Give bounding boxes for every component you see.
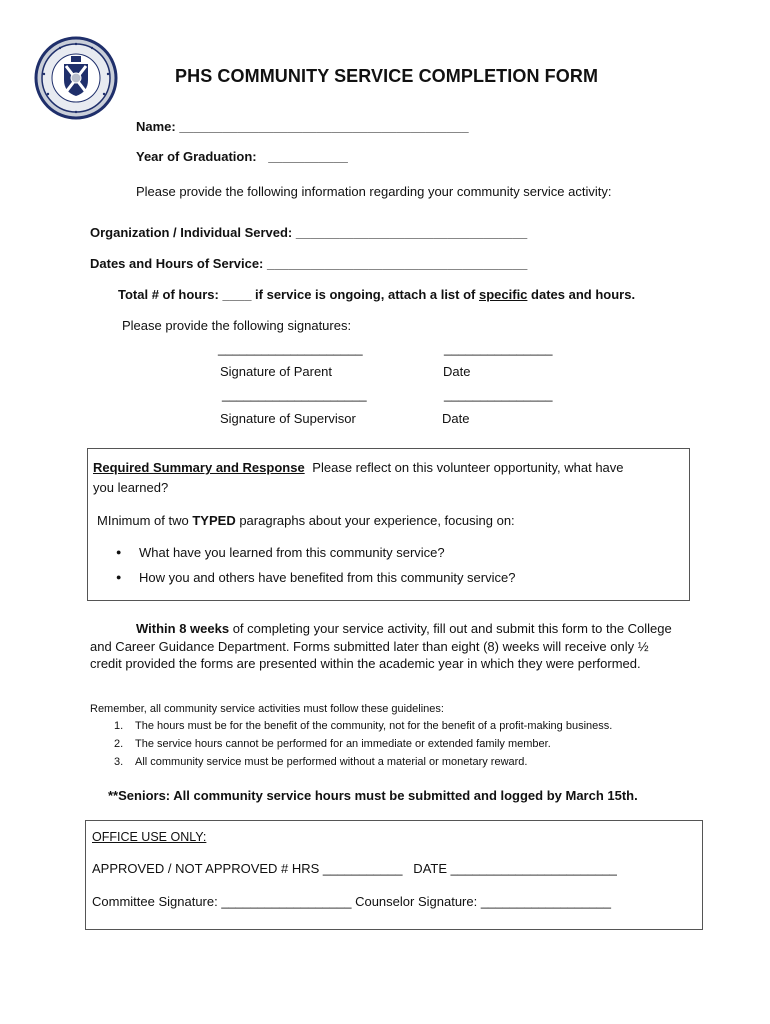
total-hours-label: Total # of hours: xyxy=(118,287,219,302)
summary-minimum-post: paragraphs about your experience, focusing on: xyxy=(235,513,515,528)
summary-prompt: Please reflect on this volunteer opportunity, what have xyxy=(312,460,624,475)
organization-line[interactable]: ________________________________ xyxy=(295,225,528,240)
info-intro: Please provide the following information regarding your community service activity: xyxy=(136,184,612,199)
list-item xyxy=(114,720,612,732)
summary-minimum-pre: MInimum of two xyxy=(97,513,193,528)
graduation-field[interactable] xyxy=(136,149,348,164)
parent-signature-line[interactable]: ____________________ xyxy=(218,341,363,356)
deadline-lead: Within 8 weeks xyxy=(136,621,230,636)
office-signatures-line[interactable]: Committee Signature: __________________ Counselor Signature: __________________ xyxy=(92,894,611,909)
supervisor-signature-line[interactable]: ____________________ xyxy=(222,387,367,402)
supervisor-date-label: Date xyxy=(442,411,470,426)
list-text: The hours must be for the benefit of the community, not for the benefit of a profit-making business. xyxy=(135,720,613,732)
organization-field[interactable] xyxy=(90,225,527,240)
school-seal-icon xyxy=(34,36,118,120)
parent-signature-label: Signature of Parent xyxy=(220,364,333,379)
school-seal-logo xyxy=(34,36,118,120)
supervisor-date-line[interactable]: _______________ xyxy=(444,387,553,402)
list-item: ● What have you learned from this community service? xyxy=(139,545,445,560)
list-number: 3. xyxy=(114,756,124,768)
name-label: Name: xyxy=(136,119,176,134)
office-approved-line[interactable]: APPROVED / NOT APPROVED # HRS ___________ DATE _______________________ xyxy=(92,861,617,876)
list-number: 2. xyxy=(114,738,124,750)
office-use-heading: OFFICE USE ONLY: xyxy=(92,830,207,844)
list-item xyxy=(114,756,527,768)
total-hours-line[interactable]: ____ xyxy=(222,287,252,302)
organization-label: Organization / Individual Served: xyxy=(90,225,293,240)
guidelines-intro: Remember, all community service activities must follow these guidelines: xyxy=(90,703,444,715)
supervisor-signature-label: Signature of Supervisor xyxy=(220,411,356,426)
parent-date-label: Date xyxy=(443,364,471,379)
name-field[interactable] xyxy=(136,119,469,134)
list-number: 1. xyxy=(114,720,124,732)
graduation-label: Year of Graduation: xyxy=(136,149,257,164)
total-hours-field[interactable] xyxy=(118,287,635,302)
list-text: All community service must be performed without a material or monetary reward. xyxy=(135,756,528,768)
dates-hours-line[interactable]: ____________________________________ xyxy=(267,256,528,271)
summary-prompt-line-2: you learned? xyxy=(93,480,169,495)
summary-minimum xyxy=(97,513,515,528)
summary-heading: Required Summary and Response xyxy=(93,460,305,475)
parent-date-line[interactable]: _______________ xyxy=(444,341,553,356)
name-line[interactable]: ________________________________________ xyxy=(179,119,469,134)
dates-hours-label: Dates and Hours of Service: xyxy=(90,256,264,271)
list-item: ● How you and others have benefited from this community service? xyxy=(139,570,515,585)
total-hours-note: if service is ongoing, attach a list of xyxy=(255,287,476,302)
graduation-line[interactable]: ___________ xyxy=(268,149,348,164)
signatures-intro: Please provide the following signatures: xyxy=(122,318,352,333)
total-hours-note-end: dates and hours. xyxy=(531,287,636,302)
total-hours-specific: specific xyxy=(479,287,528,302)
seniors-note: **Seniors: All community service hours must be submitted and logged by March 15th. xyxy=(108,788,638,803)
list-text: The service hours cannot be performed for an immediate or extended family member. xyxy=(135,738,551,750)
dates-hours-field[interactable] xyxy=(90,256,527,271)
summary-minimum-typed: TYPED xyxy=(192,513,236,528)
summary-prompt-line-1 xyxy=(93,460,624,475)
form-title: PHS COMMUNITY SERVICE COMPLETION FORM xyxy=(175,66,599,86)
deadline-text: of completing your service activity, fill out and submit this form to the College and Career Guidance Department. Forms submitted later than eight (8) weeks will receive only ½ credit provided the forms are presented within the academic year in which they were performed. xyxy=(90,621,672,671)
list-item xyxy=(114,738,551,750)
deadline-paragraph xyxy=(90,620,680,673)
